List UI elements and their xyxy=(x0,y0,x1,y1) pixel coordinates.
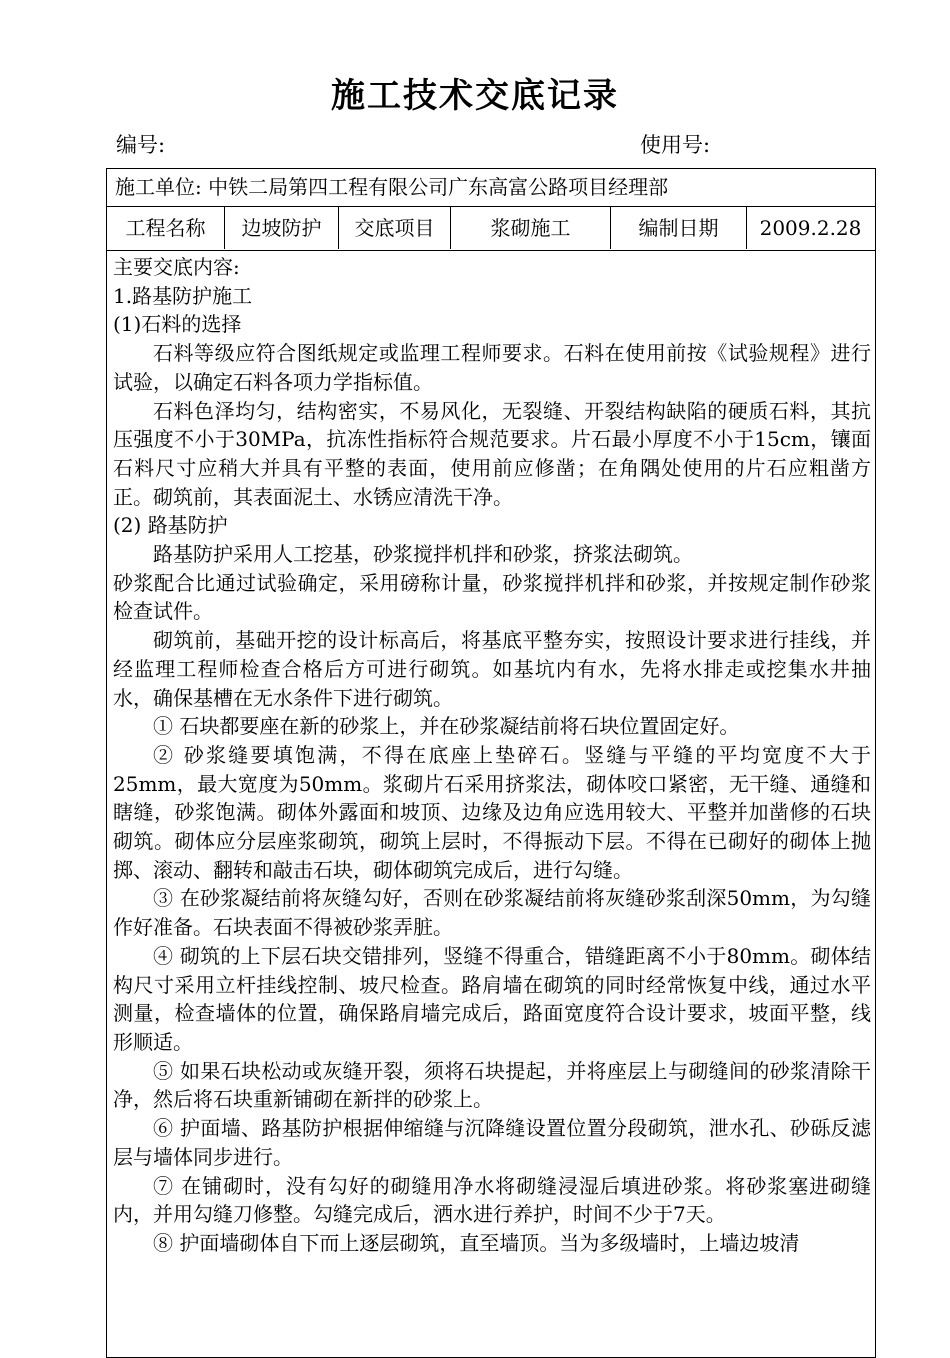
paragraph: 砌筑前，基础开挖的设计标高后，将基底平整夯实，按照设计要求进行挂线，并经监理工程师检查合格后方可进行砌筑。如基坑内有水，先将水排走或挖集水井抽水，确保基槽在无水条件下进行砌筑。 xyxy=(113,628,871,710)
list-item: ⑥ 护面墙、路基防护根据伸缩缝与沉降缝设置位置分段砌筑，泄水孔、砂砾反滤层与墙体同步进行。 xyxy=(113,1116,871,1169)
record-table xyxy=(106,168,876,1358)
number-field: 编号: xyxy=(116,133,166,157)
list-item: ⑤ 如果石块松动或灰缝开裂，须将石块提起，并将座层上与砌缝间的砂浆清除干净，然后将石块重新铺砌在新拌的砂浆上。 xyxy=(113,1058,871,1112)
subsection-heading: (2) 路基防护 xyxy=(113,513,228,538)
disclosure-item-label: 交底项目 xyxy=(339,207,451,249)
construction-unit-value: 中铁二局第四工程有限公司广东高富公路项目经理部 xyxy=(208,175,669,199)
usage-number-field: 使用号: xyxy=(640,133,711,157)
list-item: ① 石块都要座在新的砂浆上，并在砂浆凝结前将石块位置固定好。 xyxy=(153,714,740,739)
paragraph: 石料色泽均匀，结构密实，不易风化，无裂缝、开裂结构缺陷的硬质石料，其抗压强度不小于30MPa，抗冻性指标符合规范要求。片石最小厚度不小于15cm，镶面石料尺寸应稍大并具有平整的表面，使用前应修凿；在角隅处使用的片石应粗凿方正。砌筑前，其表面泥土、水锈应清洗干净。 xyxy=(113,398,871,509)
list-item: ③ 在砂浆凝结前将灰缝勾好，否则在砂浆凝结前将灰缝砂浆刮深50mm，为勾缝作好准备。石块表面不得被砂浆弄脏。 xyxy=(113,886,871,940)
project-info-row xyxy=(107,207,875,251)
page-title: 施工技术交底记录 xyxy=(331,76,619,116)
construction-unit-row xyxy=(107,169,875,207)
paragraph: 石料等级应符合图纸规定或监理工程师要求。石料在使用前按《试验规程》进行试验，以确定石料各项力学指标值。 xyxy=(113,341,871,394)
compile-date-label: 编制日期 xyxy=(611,207,747,249)
main-content xyxy=(113,253,871,1258)
subsection-heading: (1)石料的选择 xyxy=(113,312,242,337)
list-item: ④ 砌筑的上下层石块交错排列，竖缝不得重合，错缝距离不小于80mm。砌体结构尺寸采用立杆挂线控制、坡尺检查。路肩墙在砌筑的同时经常恢复中线，通过水平测量，检查墙体的位置，确保路肩墙完成后，路面宽度符合设计要求，坡面平整，线形顺适。 xyxy=(113,943,871,1054)
disclosure-item-value: 浆砌施工 xyxy=(451,207,611,249)
construction-unit-label: 施工单位: xyxy=(115,175,202,199)
content-heading: 主要交底内容: xyxy=(113,255,240,279)
section-heading: 1.路基防护施工 xyxy=(113,283,253,308)
paragraph: 砂浆配合比通过试验确定，采用磅称计量，砂浆搅拌机拌和砂浆，并按规定制作砂浆检查试件。 xyxy=(113,570,871,624)
paragraph: 路基防护采用人工挖基，砂浆搅拌机拌和砂浆，挤浆法砌筑。 xyxy=(153,542,693,567)
list-item: ⑧ 护面墙砌体自下而上逐层砌筑，直至墙顶。当为多级墙时，上墙边坡清 xyxy=(153,1230,800,1255)
list-item: ② 砂浆缝要填饱满，不得在底座上垫碎石。竖缝与平缝的平均宽度不大于25mm，最大宽度为50mm。浆砌片石采用挤浆法，砌体咬口紧密，无干缝、通缝和瞎缝，砂浆饱满。砌体外露面和坡顶、边缘及边角应选用较大、平整并加凿修的石块砌筑。砌体应分层座浆砌筑，砌筑上层时，不得振动下层。不得在已砌好的砌体上抛掷、滚动、翻转和敲击石块，砌体砌筑完成后，进行勾缝。 xyxy=(113,742,871,882)
project-name-label: 工程名称 xyxy=(107,207,225,249)
compile-date-value: 2009.2.28 xyxy=(759,216,862,240)
project-name-value: 边坡防护 xyxy=(225,207,339,249)
list-item: ⑦ 在铺砌时，没有勾好的砌缝用净水将砌缝浸湿后填进砂浆。将砂浆塞进砌缝内，并用勾缝刀修整。勾缝完成后，洒水进行养护，时间不少于7天。 xyxy=(113,1173,871,1227)
